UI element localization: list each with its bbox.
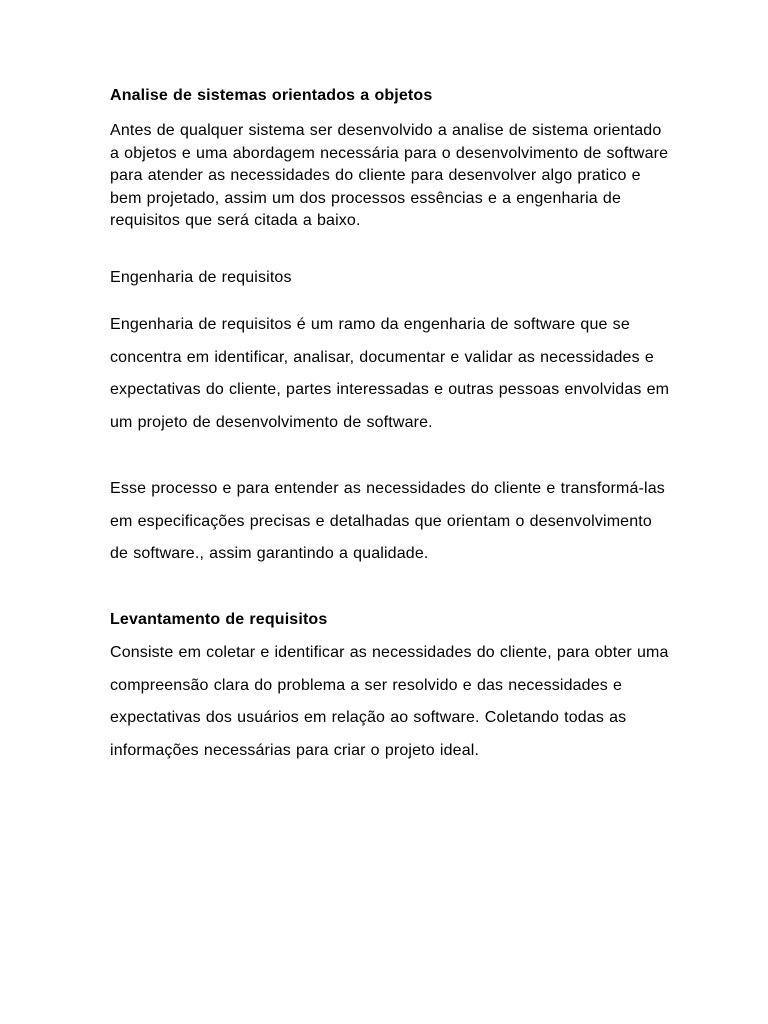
section-heading-levantamento: Levantamento de requisitos <box>110 611 328 628</box>
paragraph-engenharia-processo: Esse processo e para entender as necessidades do cliente e transformá-las em especificações precisas e detalhadas que orientam o desenvolvimento de software., assim garantindo a qualidade. <box>110 480 665 563</box>
paragraph-levantamento: Consiste em coletar e identificar as necessidades do cliente, para obter uma compreensão clara do problema a ser resolvido e das necessidades e expectativas dos usuários em relação ao software. Coletando todas as informações necessárias para criar o projeto ideal. <box>110 644 669 759</box>
intro-paragraph: Antes de qualquer sistema ser desenvolvido a analise de sistema orientado a objetos e uma abordagem necessária para o desenvolvimento de software para atender as necessidades do cliente para desenvolver algo pratico e bem projetado, assim um dos processos essências e a engenharia de requisitos que será citada a baixo. <box>110 122 669 229</box>
section-heading-engenharia: Engenharia de requisitos <box>110 269 292 286</box>
document-title: Analise de sistemas orientados a objetos <box>110 87 433 104</box>
paragraph-engenharia-definicao: Engenharia de requisitos é um ramo da engenharia de software que se concentra em identificar, analisar, documentar e validar as necessidades e expectativas do cliente, partes interessadas e outras pessoas envolvidas em um projeto de desenvolvimento de software. <box>110 316 670 432</box>
